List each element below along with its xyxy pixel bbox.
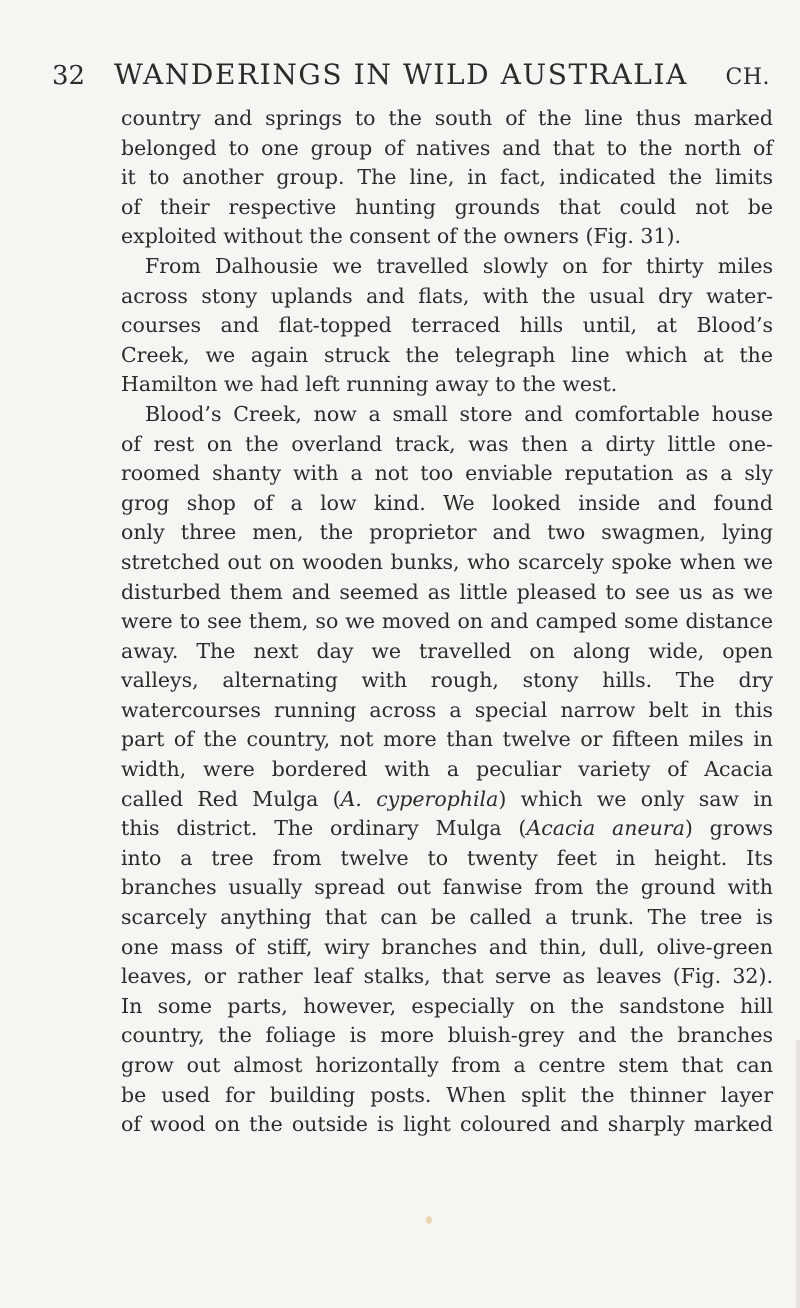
species-name: Acacia aneura	[526, 816, 685, 841]
text-line: stretched out on wooden bunks, who scarcely spoke when we	[121, 549, 773, 574]
text-line: it to another group. The line, in fact, indicated the limits	[121, 165, 773, 190]
running-title: WANDERINGS IN WILD AUSTRALIA	[114, 58, 688, 91]
text-segment: ) which we only saw in	[498, 786, 773, 811]
text-line: of rest on the overland track, was then a dirty little one-	[121, 431, 773, 456]
text-line: across stony uplands and flats, with the usual dry water-	[121, 283, 773, 308]
text-segment: called Red Mulga (	[121, 786, 341, 811]
text-line: exploited without the consent of the owners (Fig. 31).	[121, 224, 681, 249]
paper-speck	[426, 1216, 432, 1224]
text-line: width, were bordered with a peculiar variety of Acacia	[121, 757, 773, 782]
text-line	[121, 785, 773, 815]
text-line: one mass of stiff, wiry branches and thin, dull, olive-green	[121, 934, 773, 959]
text-line: country, the foliage is more bluish-grey and the branches	[121, 1023, 773, 1048]
running-header	[52, 58, 770, 98]
page-number: 32	[52, 61, 86, 91]
text-line: roomed shanty with a not too enviable reputation as a sly	[121, 461, 773, 486]
text-line: of their respective hunting grounds that could not be	[121, 194, 773, 219]
text-line: be used for building posts. When split the thinner layer	[121, 1082, 773, 1107]
text-line: Blood’s Creek, now a small store and comfortable house	[145, 401, 773, 426]
text-line: From Dalhousie we travelled slowly on for thirty miles	[145, 253, 773, 278]
text-line: branches usually spread out fanwise from the ground with	[121, 875, 773, 900]
text-line: leaves, or rather leaf stalks, that serve as leaves (Fig. 32).	[121, 964, 773, 989]
text-line: part of the country, not more than twelve or fifteen miles in	[121, 727, 773, 752]
body-text	[121, 104, 773, 1140]
text-line: grog shop of a low kind. We looked inside and found	[121, 490, 773, 515]
chapter-mark: CH.	[725, 65, 770, 90]
text-line: Creek, we again struck the telegraph line which at the	[121, 342, 773, 367]
text-line: Hamilton we had left running away to the west.	[121, 372, 618, 397]
text-line: were to see them, so we moved on and camped some distance	[121, 609, 773, 634]
text-line	[121, 814, 773, 844]
text-line: belonged to one group of natives and that to the north of	[121, 135, 773, 160]
text-line: disturbed them and seemed as little pleased to see us as we	[121, 579, 773, 604]
text-segment: this district. The ordinary Mulga (	[121, 816, 527, 841]
page-edge-shadow	[796, 1040, 800, 1308]
text-line: country and springs to the south of the line thus marked	[121, 106, 773, 130]
text-line: scarcely anything that can be called a trunk. The tree is	[121, 905, 773, 930]
text-segment: ) grows	[684, 816, 773, 841]
text-line: only three men, the proprietor and two swagmen, lying	[121, 520, 773, 545]
text-line: grow out almost horizontally from a centre stem that can	[121, 1053, 773, 1077]
text-line: into a tree from twelve to twenty feet in height. Its	[121, 845, 773, 870]
text-line: watercourses running across a special narrow belt in this	[121, 697, 773, 722]
species-name: A. cyperophila	[340, 786, 499, 811]
text-line: courses and flat-topped terraced hills until, at Blood’s	[121, 313, 773, 338]
text-line: away. The next day we travelled on along wide, open	[121, 638, 773, 663]
text-line: of wood on the outside is light coloured and sharply marked	[121, 1112, 773, 1137]
text-line: valleys, alternating with rough, stony hills. The dry	[121, 668, 773, 693]
text-line: In some parts, however, especially on the sandstone hill	[121, 993, 773, 1018]
